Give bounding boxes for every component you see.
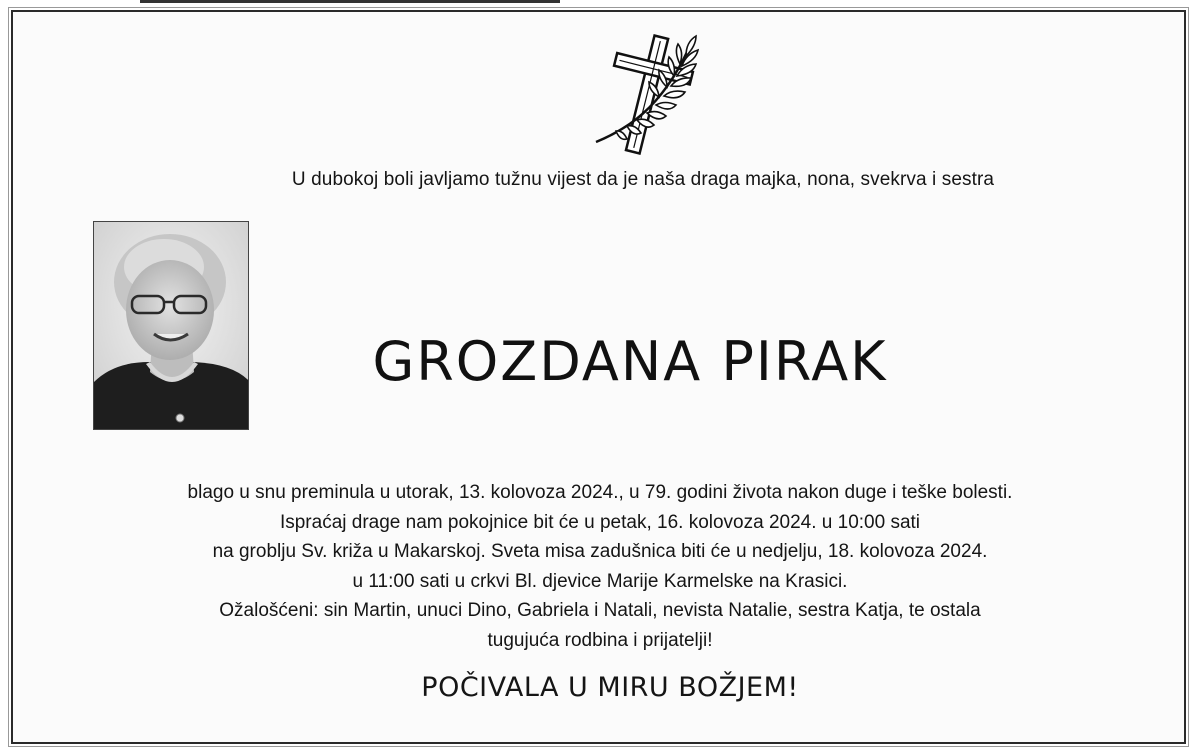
body-line: Ispraćaj drage nam pokojnice bit će u petak, 16. kolovoza 2024. u 10:00 sati	[279, 511, 921, 533]
notice-body	[60, 478, 1140, 655]
body-line: na groblju Sv. križa u Makarskoj. Sveta misa zadušnica biti će u nedjelju, 18. kolovoza 2024.	[212, 541, 988, 562]
deceased-name: GROZDANA PIRAK	[372, 330, 888, 393]
portrait-illustration	[94, 222, 249, 430]
cross-with-palm-branch-icon	[590, 32, 708, 158]
scan-edge	[140, 0, 560, 3]
body-line: Ožalošćeni: sin Martin, unuci Dino, Gabriela i Natali, nevista Natalie, sestra Katja, te ostala	[219, 600, 981, 621]
body-line: tugujuća rodbina i prijatelji!	[487, 629, 713, 651]
intro-sentence: U dubokoj boli javljamo tužnu vijest da je naša draga majka, nona, svekrva i sestra	[291, 169, 995, 190]
body-line: blago u snu preminula u utorak, 13. kolovoza 2024., u 79. godini života nakon duge i teške bolesti.	[187, 482, 1013, 503]
body-line: u 11:00 sati u crkvi Bl. djevice Marije Karmelske na Krasici.	[352, 570, 848, 592]
closing-blessing: POČIVALA U MIRU BOŽJEM!	[421, 672, 799, 703]
portrait-photo	[93, 221, 249, 430]
